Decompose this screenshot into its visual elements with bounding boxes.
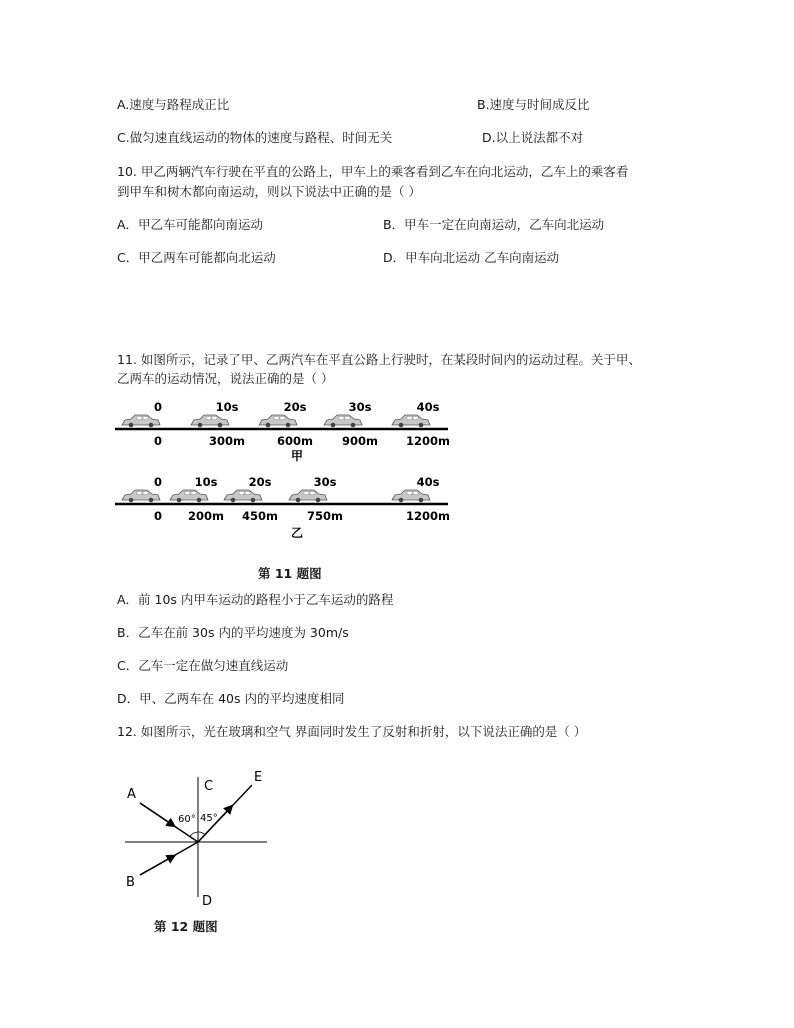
q10-stem-line2: 到甲车和树木都向南运动，则以下说法中正确的是（ ） [117, 184, 421, 199]
jia-time-label-1: 10s [215, 400, 239, 414]
jia-time-label-2: 20s [283, 400, 307, 414]
q11-stem-line2: 乙两车的运动情况，说法正确的是（ ） [117, 371, 334, 386]
q10-option-b: B．甲车一定在向南运动，乙车向北运动 [383, 217, 605, 232]
angle-arc-45 [198, 832, 205, 835]
label-e: E [254, 770, 263, 785]
q11-option-a: A．前 10s 内甲车运动的路程小于乙车运动的路程 [117, 592, 394, 607]
q11-figure [110, 398, 460, 543]
jia-position-label-3: 900m [342, 434, 378, 448]
yi-car-2 [224, 490, 262, 502]
q12-figure-caption: 第 12 题图 [154, 919, 218, 934]
angle-60-label: 60° [178, 814, 196, 825]
q11-option-c: C．乙车一定在做匀速直线运动 [117, 658, 289, 673]
label-d: D [202, 894, 213, 909]
q12-stem: 12. 如图所示，光在玻璃和空气 界面同时发生了反射和折射，以下说法正确的是（ ） [117, 724, 587, 739]
yi-time-label-3: 30s [313, 475, 337, 489]
q11-figure-caption: 第 11 题图 [258, 566, 322, 581]
yi-position-label-0: 0 [153, 509, 163, 523]
yi-label: 乙 [290, 526, 304, 540]
yi-car-0 [122, 490, 160, 502]
q9-option-c: C.做匀速直线运动的物体的速度与路程、时间无关 [117, 130, 393, 145]
jia-label: 甲 [290, 449, 304, 463]
q11-option-d: D．甲、乙两车在 40s 内的平均速度相同 [117, 691, 345, 706]
q10-option-c: C．甲乙两车可能都向北运动 [117, 250, 276, 265]
q10-option-d: D．甲车向北运动 乙车向南运动 [383, 250, 560, 265]
jia-position-label-1: 300m [209, 434, 245, 448]
yi-position-label-4: 1200m [406, 509, 450, 523]
yi-position-label-3: 750m [307, 509, 343, 523]
label-a: A [127, 787, 136, 802]
jia-position-label-0: 0 [153, 434, 163, 448]
label-c: C [204, 779, 214, 794]
q11-option-b: B．乙车在前 30s 内的平均速度为 30m/s [117, 625, 349, 640]
jia-time-label-3: 30s [348, 400, 372, 414]
jia-car-4 [392, 415, 430, 427]
q11-stem-line1: 11. 如图所示，记录了甲、乙两汽车在平直公路上行驶时，在某段时间内的运动过程。关于甲、 [117, 352, 641, 367]
yi-car-1 [170, 490, 208, 502]
jia-position-label-2: 600m [277, 434, 313, 448]
yi-position-label-2: 450m [242, 509, 278, 523]
yi-time-label-0: 0 [153, 475, 163, 489]
jia-time-label-0: 0 [153, 400, 163, 414]
jia-position-label-4: 1200m [406, 434, 450, 448]
q9-option-d: D.以上说法都不对 [482, 130, 584, 145]
q12-figure [120, 765, 280, 910]
label-b: B [126, 875, 135, 890]
q10-stem-line1: 10. 甲乙两辆汽车行驶在平直的公路上，甲车上的乘客看到乙车在向北运动，乙车上的乘客看 [117, 164, 629, 179]
q10-option-a: A．甲乙车可能都向南运动 [117, 217, 264, 232]
yi-cars [122, 490, 430, 502]
jia-car-2 [259, 415, 297, 427]
jia-car-0 [122, 415, 160, 427]
yi-time-label-1: 10s [194, 475, 218, 489]
yi-car-4 [392, 490, 430, 502]
yi-time-label-2: 20s [248, 475, 272, 489]
jia-time-label-4: 40s [416, 400, 440, 414]
yi-car-3 [289, 490, 327, 502]
angle-arc-60 [190, 832, 198, 837]
q9-option-a: A.速度与路程成正比 [117, 97, 230, 112]
jia-car-1 [191, 415, 229, 427]
angle-45-label: 45° [200, 813, 218, 824]
q9-option-b: B.速度与时间成反比 [477, 97, 590, 112]
yi-position-label-1: 200m [188, 509, 224, 523]
jia-cars [122, 415, 430, 427]
jia-car-3 [324, 415, 362, 427]
yi-time-label-4: 40s [416, 475, 440, 489]
